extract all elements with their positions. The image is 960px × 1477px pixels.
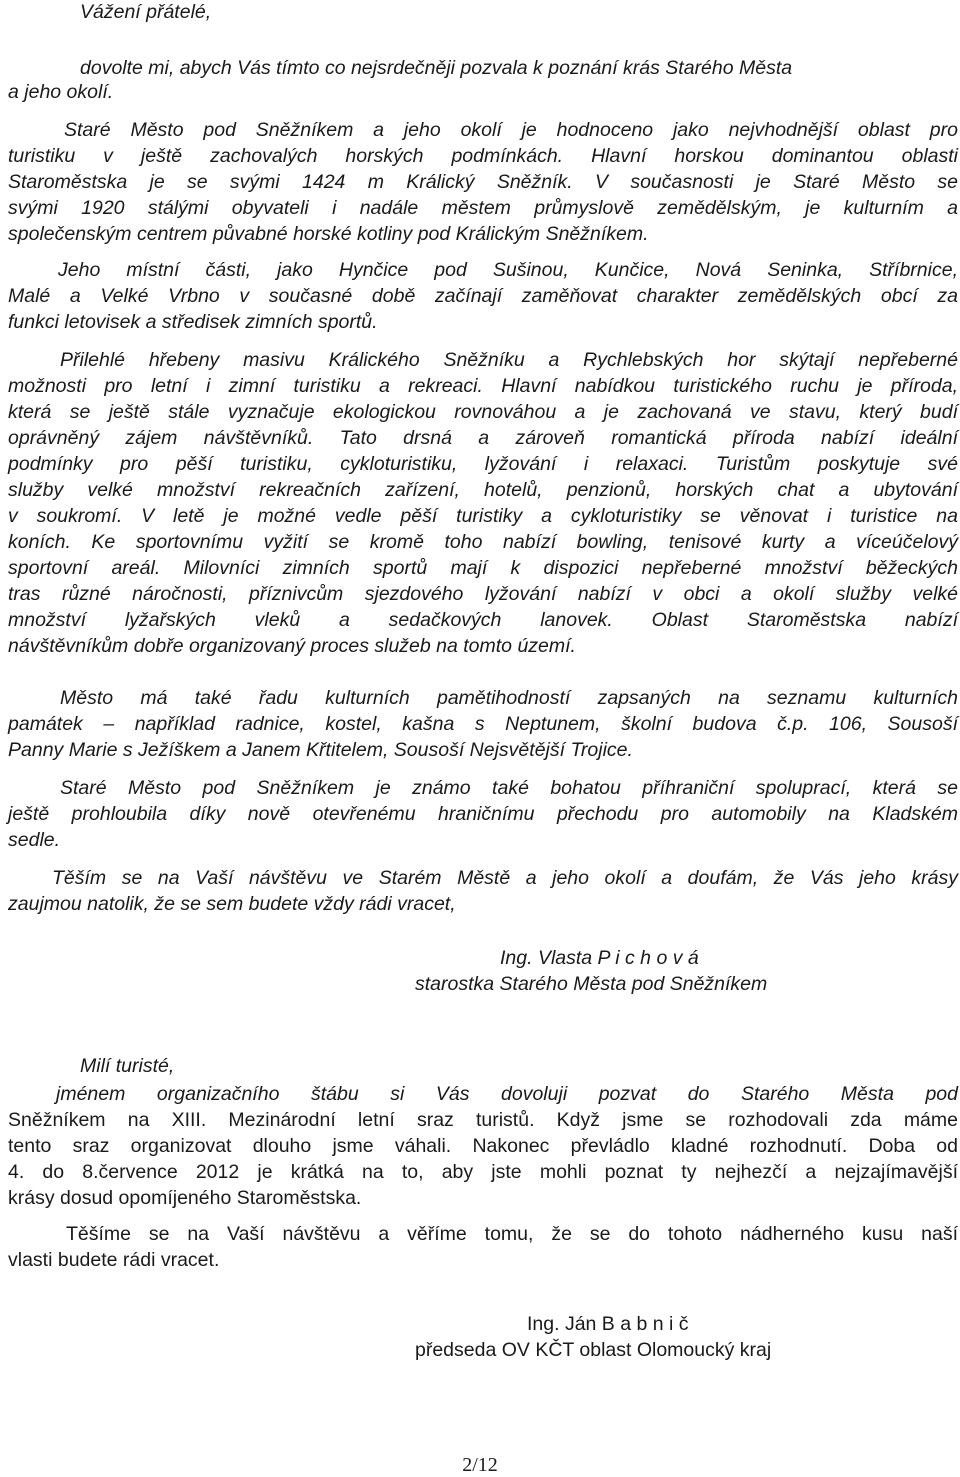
paragraph-line: památek – například radnice, kostel, kašna s Neptunem, školní budova č.p. 106, Sousoší — [8, 713, 958, 735]
paragraph-line: Staré Město pod Sněžníkem je známo také bohatou příhraniční spoluprací, která se — [60, 777, 958, 799]
paragraph-line: zaujmou natolik, že se sem budete vždy rádi vracet, — [8, 893, 456, 915]
paragraph-line: Staré Město pod Sněžníkem a jeho okolí je hodnoceno jako nejvhodnější oblast pro — [64, 119, 958, 141]
paragraph-line: koních. Ke sportovnímu vyžití se kromě toho nabízí bowling, tenisové kurty a víceúčelový — [8, 531, 958, 553]
paragraph-line: vlasti budete rádi vracet. — [8, 1249, 220, 1271]
paragraph-line: 4. do 8.července 2012 je krátká na to, aby jste mohli poznat ty nejhezčí a nejzajímavější — [8, 1161, 958, 1183]
signature-name: Ing. Ján B a b n i č — [527, 1313, 689, 1335]
paragraph-line: v soukromí. V letě je možné vedle pěší turistiky a cykloturistiky se věnovat i turistice na — [8, 505, 958, 527]
signature-name: Ing. Vlasta P i c h o v á — [500, 947, 699, 969]
greeting: Vážení přátelé, — [80, 1, 212, 23]
paragraph-line: společenským centrem půvabné horské kotliny pod Králickým Sněžníkem. — [8, 223, 649, 245]
paragraph-line: turistiku v ještě zachovalých horských podmínkách. Hlavní horskou dominantou oblasti — [8, 145, 958, 167]
paragraph-line: sportovní areál. Milovníci zimních sportů mají k dispozici nepřeberné množství běžeckých — [8, 557, 958, 579]
greeting: Milí turisté, — [80, 1055, 175, 1077]
paragraph-line: dovolte mi, abych Vás tímto co nejsrdečněji pozvala k poznání krás Starého Města — [80, 57, 793, 79]
paragraph-line: Sněžníkem na XIII. Mezinárodní letní sraz turistů. Když jsme se rozhodovali zda máme — [8, 1109, 958, 1131]
paragraph-line: služby velké množství rekreačních zařízení, hotelů, penzionů, horských chat a ubytování — [8, 479, 958, 501]
paragraph-line: která se ještě stále vyznačuje ekologickou rovnováhou a je zachovaná ve stavu, který budí — [8, 401, 958, 423]
page-number: 2/12 — [462, 1454, 498, 1476]
paragraph-line: Těšíme se na Vaší návštěvu a věříme tomu, že se do tohoto nádherného kusu naší — [66, 1223, 958, 1245]
paragraph-line: tento sraz organizovat dlouho jsme váhali. Nakonec převládlo kladné rozhodnutí. Doba od — [8, 1135, 958, 1157]
signature-title: předseda OV KČT oblast Olomoucký kraj — [415, 1339, 772, 1361]
paragraph-line: funkci letovisek a středisek zimních sportů. — [8, 311, 378, 333]
paragraph-line: Jeho místní části, jako Hynčice pod Sušinou, Kunčice, Nová Seninka, Stříbrnice, — [58, 259, 958, 281]
paragraph-line: možnosti pro letní i zimní turistiku a rekreaci. Hlavní nabídkou turistického ruchu je příroda, — [8, 375, 958, 397]
paragraph-line: a jeho okolí. — [8, 81, 114, 103]
paragraph-line: ještě prohloubila díky nově otevřenému hraničnímu přechodu pro automobily na Kladském — [8, 803, 958, 825]
paragraph-line: krásy dosud opomíjeného Staroměstska. — [8, 1187, 362, 1209]
paragraph-line: Těším se na Vaší návštěvu ve Starém Městě a jeho okolí a doufám, že Vás jeho krásy — [52, 867, 958, 889]
paragraph-line: návštěvníkům dobře organizovaný proces služeb na tomto území. — [8, 635, 576, 657]
paragraph-line: sedle. — [8, 829, 61, 851]
paragraph-line: tras různé náročnosti, příznivcům sjezdového lyžování nabízí v obci a okolí služby velké — [8, 583, 958, 605]
signature-title: starostka Starého Města pod Sněžníkem — [415, 973, 768, 995]
paragraph-line: Přilehlé hřebeny masivu Králického Sněžníku a Rychlebských hor skýtají nepřeberné — [60, 349, 958, 371]
paragraph-line: množství lyžařských vleků a sedačkových lanovek. Oblast Staroměstska nabízí — [8, 609, 958, 631]
paragraph-line: Malé a Velké Vrbno v současné době začínají zaměňovat charakter zemědělských obcí za — [8, 285, 958, 307]
paragraph-line: Město má také řadu kulturních pamětihodností zapsaných na seznamu kulturních — [60, 687, 958, 709]
paragraph-line: Staroměstska je se svými 1424 m Králický Sněžník. V současnosti je Staré Město se — [8, 171, 958, 193]
paragraph-line: Panny Marie s Ježíškem a Janem Křtitelem, Sousoší Nejsvětější Trojice. — [8, 739, 633, 761]
paragraph-line: oprávněný zájem návštěvníků. Tato drsná a zároveň romantická příroda nabízí ideální — [8, 427, 958, 449]
paragraph-line: jménem organizačního štábu si Vás dovoluji pozvat do Starého Města pod — [56, 1083, 958, 1105]
paragraph-line: podmínky pro pěší turistiku, cykloturistiku, lyžování i relaxaci. Turistům poskytuje své — [8, 453, 958, 475]
paragraph-line: svými 1920 stálými obyvateli i nadále městem průmyslově zemědělským, je kulturním a — [8, 197, 958, 219]
